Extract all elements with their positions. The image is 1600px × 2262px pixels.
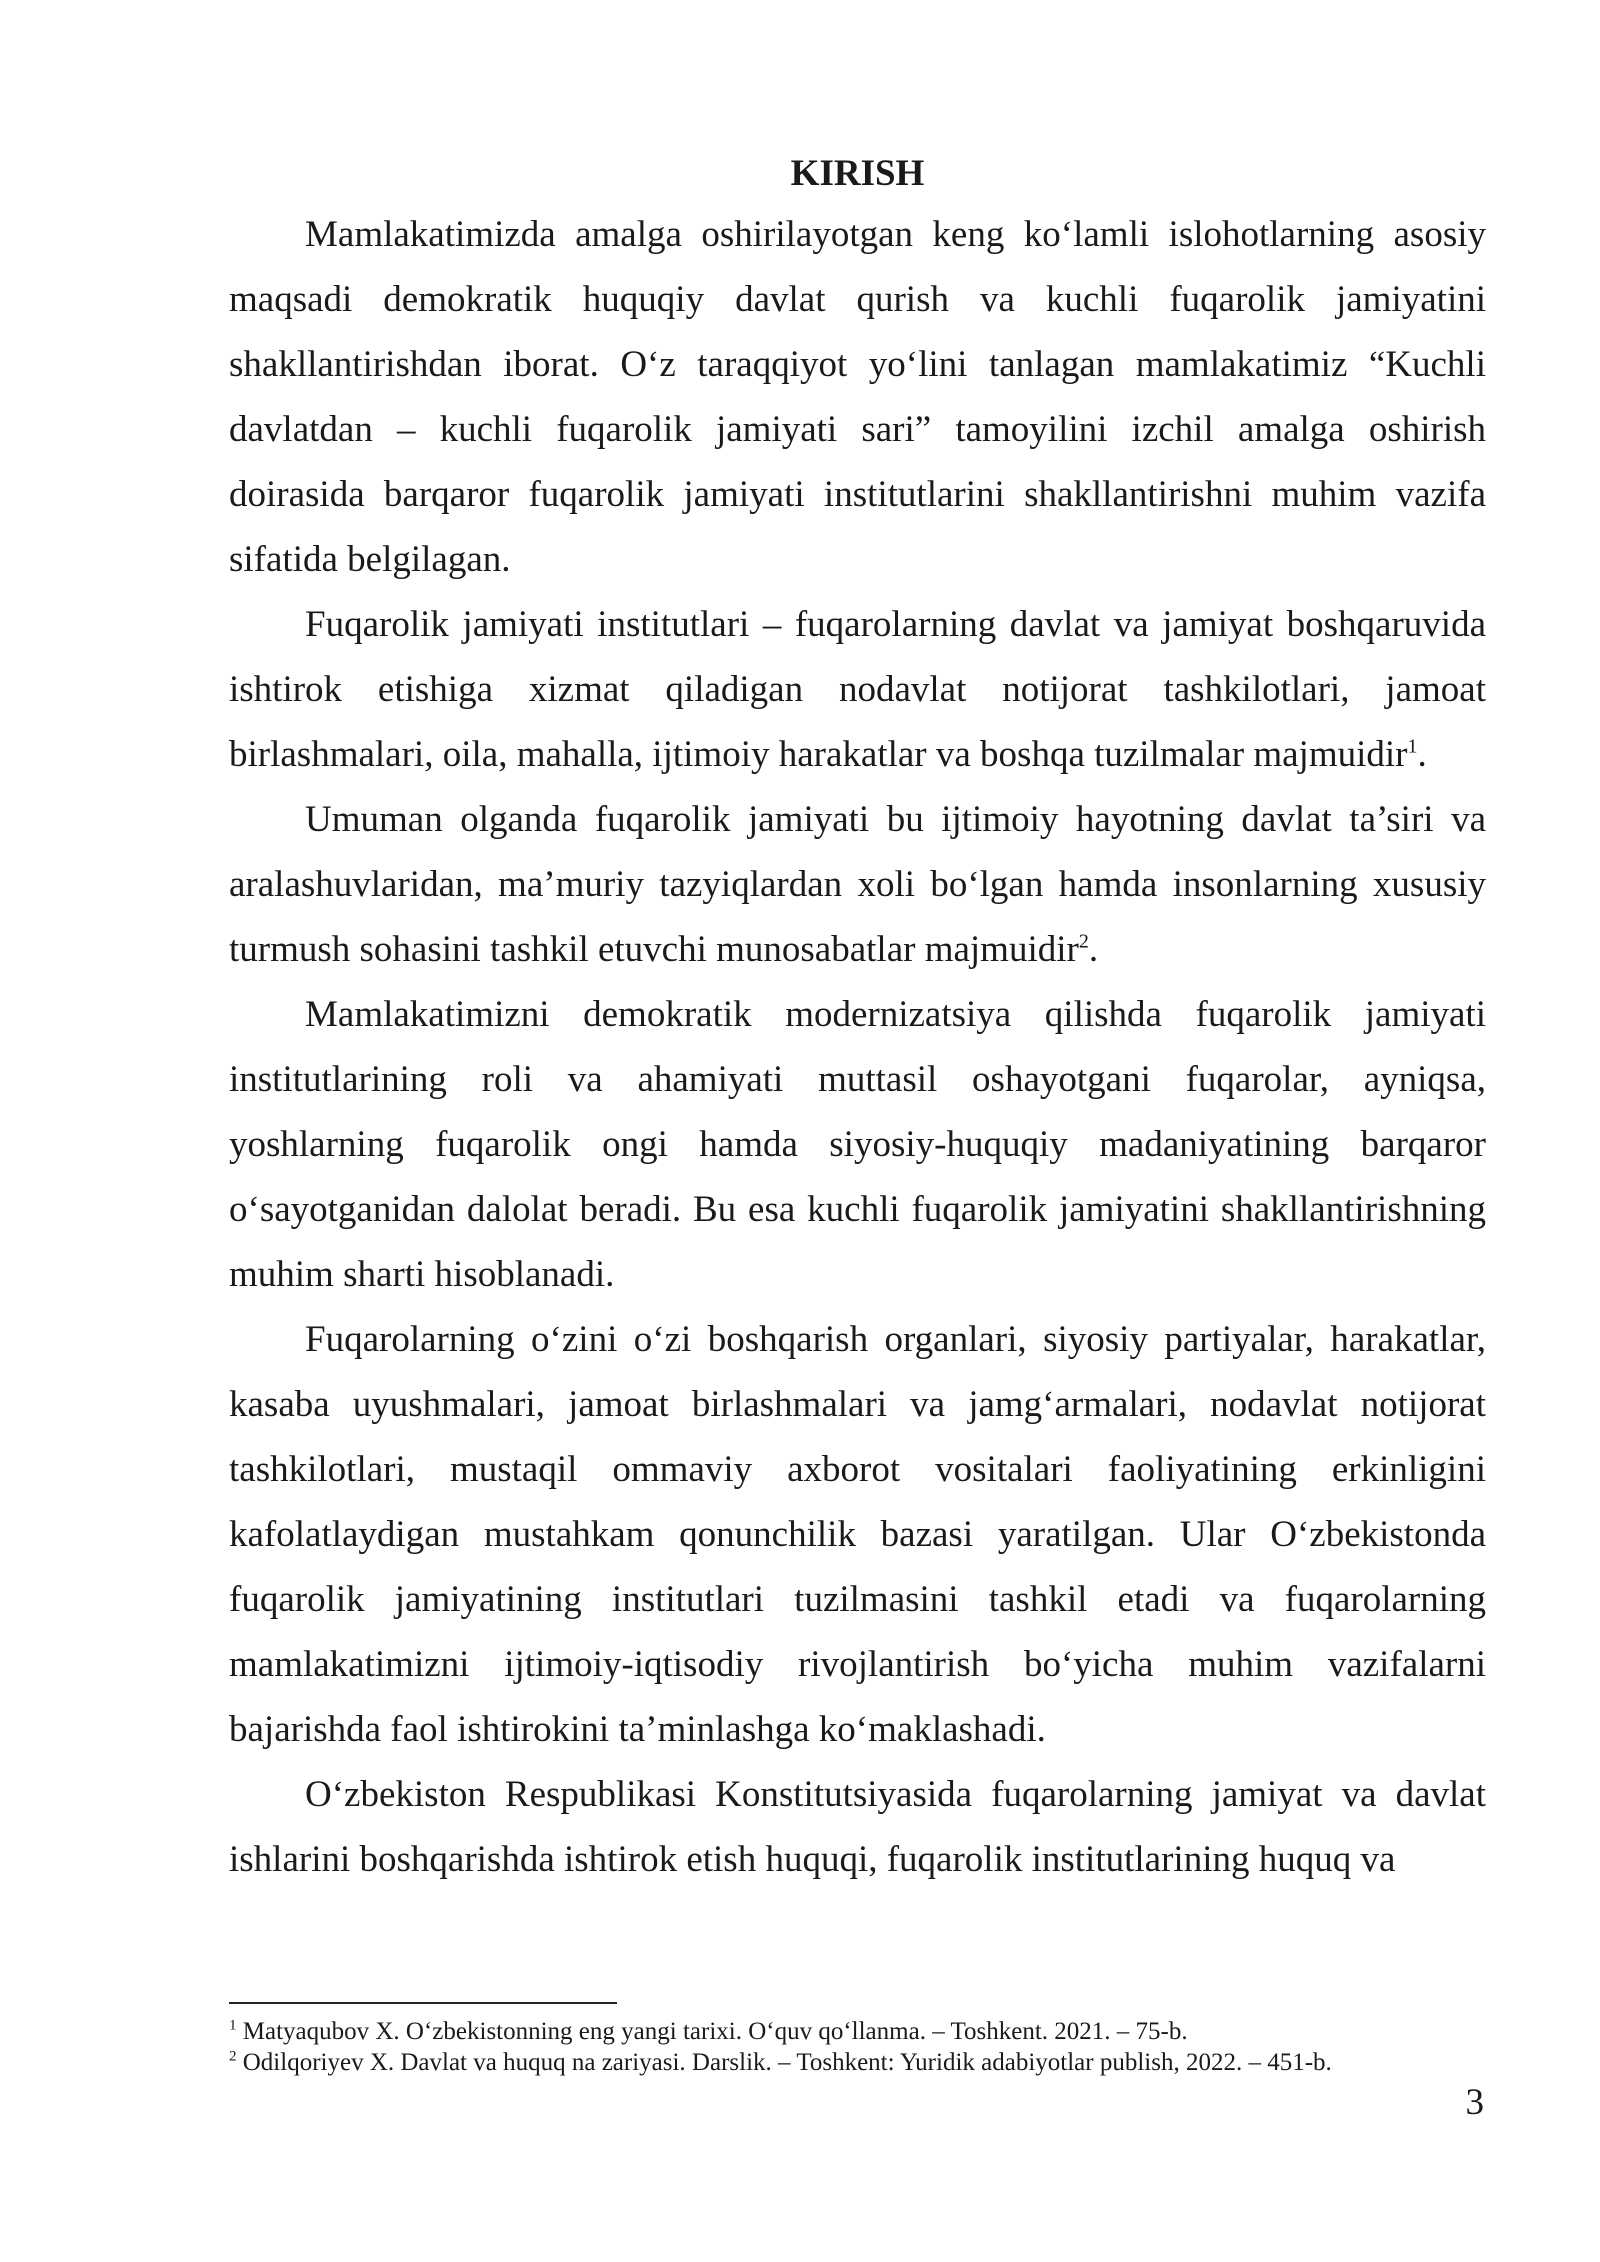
paragraph-6 xyxy=(229,1762,1486,1892)
footnote-ref[interactable]: 1 xyxy=(1407,735,1418,758)
section-heading: KIRISH xyxy=(790,153,925,194)
footnote-text: Odilqoriyev X. Davlat va huquq na zariyasi. Darslik. – Toshkent: Yuridik adabiyotlar publish, 2022. – 451-b. xyxy=(236,2049,1332,2076)
footnote-divider xyxy=(229,2002,617,2004)
page-number: 3 xyxy=(1465,2082,1484,2123)
footnote-text: Matyaqubov X. O‘zbekistonning eng yangi tarixi. O‘quv qo‘llanma. – Toshkent. 2021. – 75-b. xyxy=(236,2018,1188,2045)
paragraph-3 xyxy=(229,787,1486,982)
paragraph-4 xyxy=(229,982,1486,1307)
footnotes xyxy=(229,2016,1486,2078)
paragraph-text: Mamlakatimizda amalga oshirilayotgan keng ko‘lamli islohotlarning asosiy maqsadi demokratik huquqiy davlat qurish va kuchli fuqarolik jamiyatini shakllantirishdan iborat. O‘z taraqqiyot yo‘lini tanlagan mamlakatimiz “Kuchli davlatdan – kuchli fuqarolik jamiyati sari” tamoyilini izchil amalga oshirish doirasida barqaror fuqarolik jamiyati institutlarini shakllantirishni muhim vazifa sifatida belgilagan. xyxy=(229,214,1486,580)
footnote-ref[interactable]: 2 xyxy=(1078,930,1089,953)
paragraph-text: O‘zbekiston Respublikasi Konstitutsiyasida fuqarolarning jamiyat va davlat ishlarini boshqarishda ishtirok etish huquqi, fuqarolik institutlarining huquq va xyxy=(229,1774,1486,1880)
footnote-2 xyxy=(229,2047,1486,2078)
footnote-1 xyxy=(229,2016,1486,2047)
paragraph-5 xyxy=(229,1307,1486,1762)
paragraph-text: Umuman olganda fuqarolik jamiyati bu ijtimoiy hayotning davlat ta’siri va aralashuvlaridan, ma’muriy tazyiqlardan xoli bo‘lgan hamda insonlarning xususiy turmush sohasini tashkil etuvchi munosabatlar majmuidir xyxy=(229,799,1486,970)
footnote-number: 1 xyxy=(229,2017,237,2034)
paragraph-text: Mamlakatimizni demokratik modernizatsiya qilishda fuqarolik jamiyati institutlarining roli va ahamiyati muttasil oshayotgani fuqarolar, ayniqsa, yoshlarning fuqarolik ongi hamda siyosiy-huquqiy madaniyatining barqaror o‘sayotganidan dalolat beradi. Bu esa kuchli fuqarolik jamiyatini shakllantirishning muhim sharti hisoblanadi. xyxy=(229,994,1486,1295)
paragraph-text: Fuqarolarning o‘zini o‘zi boshqarish organlari, siyosiy partiyalar, harakatlar, kasaba uyushmalari, jamoat birlashmalari va jamg‘armalari, nodavlat notijorat tashkilotlari, mustaqil ommaviy axborot vositalari faoliyatining erkinligini kafolatlaydigan mustahkam qonunchilik bazasi yaratilgan. Ular O‘zbekistonda fuqarolik jamiyatining institutlari tuzilmasini tashkil etadi va fuqarolarning mamlakatimizni ijtimoiy-iqtisodiy rivojlantirish bo‘yicha muhim vazifalarni bajarishda faol ishtirokini ta’minlashga ko‘maklashadi. xyxy=(229,1319,1486,1750)
paragraph-tail: . xyxy=(1088,929,1099,970)
paragraph-text: Fuqarolik jamiyati institutlari – fuqarolarning davlat va jamiyat boshqaruvida ishtirok etishiga xizmat qiladigan nodavlat notijorat tashkilotlari, jamoat birlashmalari, oila, mahalla, ijtimoiy harakatlar va boshqa tuzilmalar majmuidir xyxy=(229,604,1486,775)
paragraph-1 xyxy=(229,202,1486,592)
main-text xyxy=(229,146,1486,1892)
paragraph-tail: . xyxy=(1417,734,1427,775)
paragraph-2 xyxy=(229,592,1486,787)
footnote-number: 2 xyxy=(229,2048,237,2065)
